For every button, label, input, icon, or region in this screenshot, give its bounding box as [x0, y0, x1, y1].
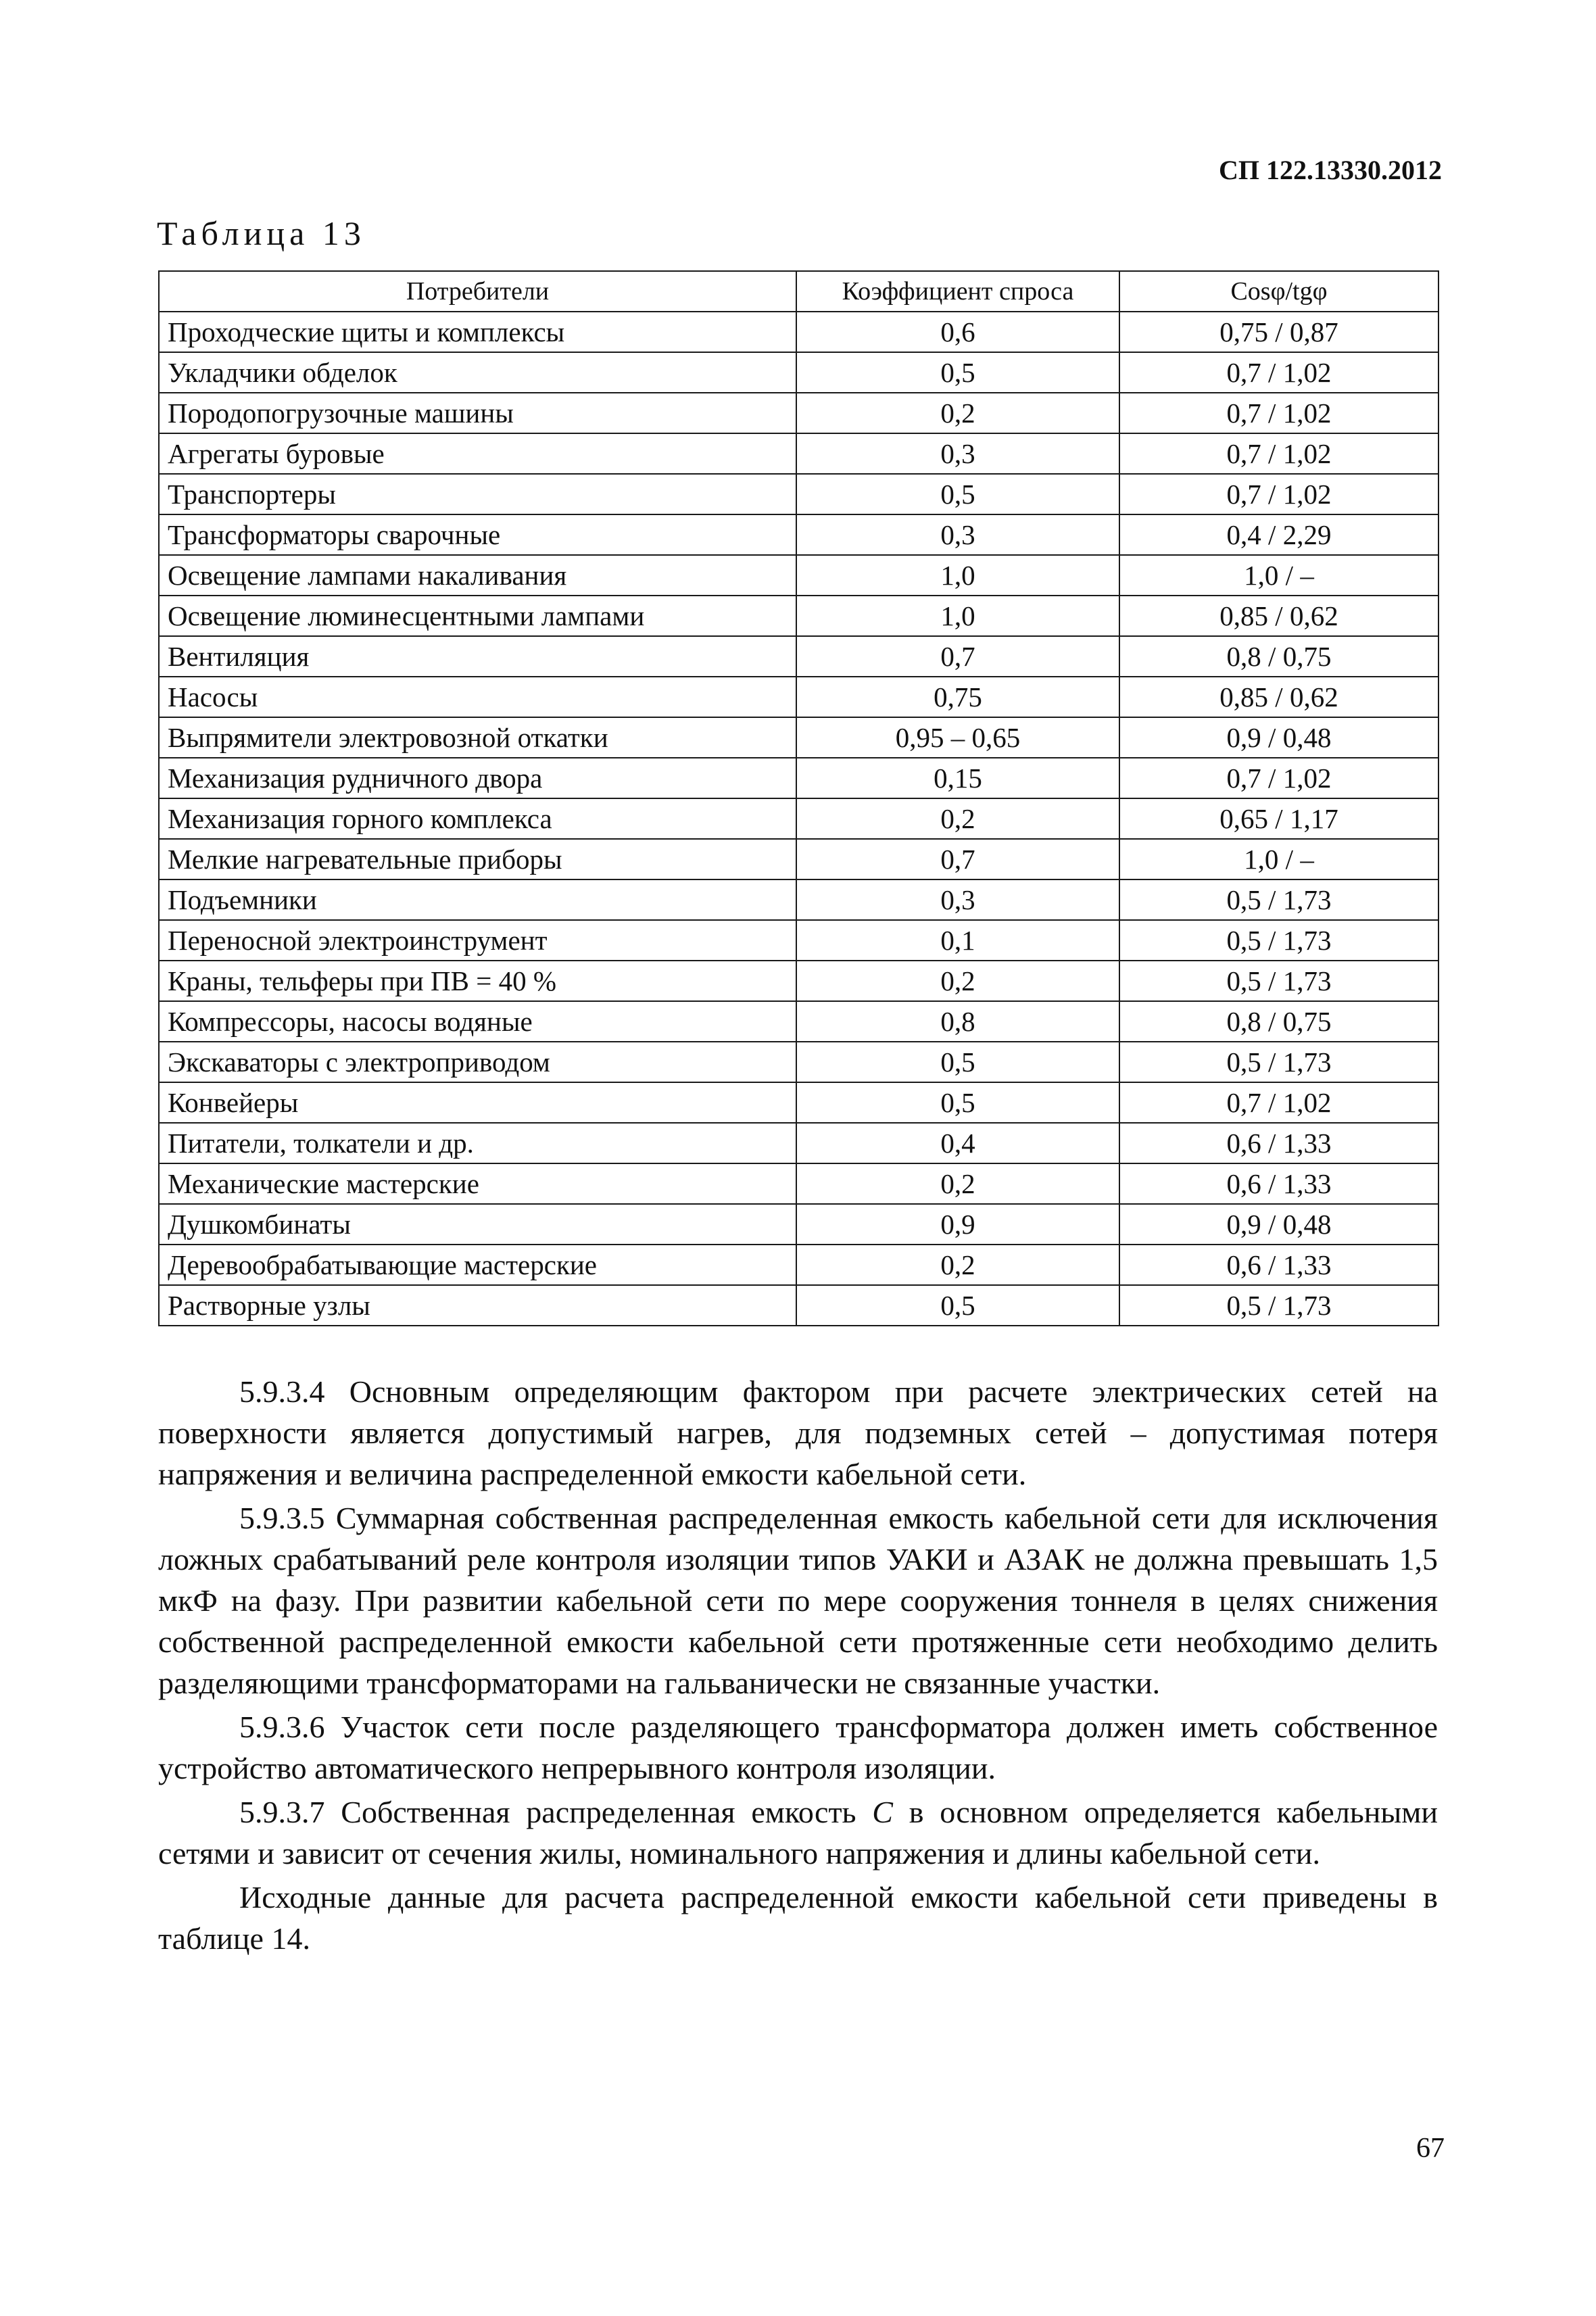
table-row [159, 474, 1438, 514]
demand-coefficient-cell: 0,3 [796, 879, 1119, 920]
cos-tg-cell: 0,7 / 1,02 [1119, 758, 1438, 798]
table-row [159, 433, 1438, 474]
paragraph-5-9-3-7-start: 5.9.3.7 Собственная распределенная емкость [239, 1795, 856, 1829]
demand-coefficient-cell: 0,1 [796, 920, 1119, 961]
column-header-consumers: Потребители [159, 271, 796, 312]
page-number: 67 [1416, 2133, 1445, 2164]
cos-tg-cell: 0,7 / 1,02 [1119, 352, 1438, 393]
demand-coefficient-cell: 0,5 [796, 1042, 1119, 1082]
demand-coefficient-cell: 0,8 [796, 1001, 1119, 1042]
cos-tg-cell: 0,5 / 1,73 [1119, 1042, 1438, 1082]
consumer-cell: Укладчики обделок [159, 352, 796, 393]
consumer-cell: Выпрямители электровозной откатки [159, 717, 796, 758]
demand-coefficient-cell: 0,5 [796, 1285, 1119, 1326]
table-row [159, 920, 1438, 961]
demand-coefficient-cell: 1,0 [796, 596, 1119, 636]
cos-tg-cell: 0,7 / 1,02 [1119, 433, 1438, 474]
table-row [159, 717, 1438, 758]
cos-tg-cell: 0,7 / 1,02 [1119, 474, 1438, 514]
consumer-cell: Компрессоры, насосы водяные [159, 1001, 796, 1042]
table-row [159, 393, 1438, 433]
capacitance-symbol: С [872, 1795, 893, 1829]
paragraph-5-9-3-7-end: в основном определяется кабельными сетями и зависит от сечения жилы, номинального напряжения и длины кабельной сети. [158, 1795, 1438, 1871]
table-row [159, 961, 1438, 1001]
consumer-cell: Питатели, толкатели и др. [159, 1123, 796, 1163]
table-row [159, 1001, 1438, 1042]
table-row [159, 596, 1438, 636]
table-row [159, 798, 1438, 839]
cos-tg-cell: 1,0 / – [1119, 839, 1438, 879]
consumer-cell: Мелкие нагревательные приборы [159, 839, 796, 879]
demand-coefficient-cell: 0,4 [796, 1123, 1119, 1163]
consumer-cell: Освещение лампами накаливания [159, 555, 796, 596]
table-row [159, 636, 1438, 677]
cos-tg-cell: 0,7 / 1,02 [1119, 393, 1438, 433]
demand-coefficient-cell: 0,5 [796, 474, 1119, 514]
cos-tg-cell: 0,9 / 0,48 [1119, 717, 1438, 758]
cos-tg-cell: 0,6 / 1,33 [1119, 1163, 1438, 1204]
cos-tg-cell: 0,8 / 0,75 [1119, 1001, 1438, 1042]
cos-tg-cell: 0,6 / 1,33 [1119, 1245, 1438, 1285]
demand-coefficient-cell: 0,3 [796, 433, 1119, 474]
paragraph-5-9-3-5: 5.9.3.5 Суммарная собственная распределенная емкость кабельной сети для исключения ложных срабатываний реле контроля изоляции типов УАКИ и АЗАК не должна превышать 1,5 мкФ на фазу. При развитии кабельной сети по мере сооружения тоннеля в целях снижения собственной распределенной емкости кабельной сети протяженные сети необходимо делить разделяющими трансформаторами на гальванически не связанные участки. [158, 1501, 1438, 1700]
consumer-cell: Трансформаторы сварочные [159, 514, 796, 555]
demand-coefficient-cell: 0,2 [796, 1163, 1119, 1204]
demand-coefficient-cell: 1,0 [796, 555, 1119, 596]
consumer-cell: Деревообрабатывающие мастерские [159, 1245, 796, 1285]
cos-tg-cell: 1,0 / – [1119, 555, 1438, 596]
demand-coefficient-cell: 0,2 [796, 798, 1119, 839]
table-title: Таблица 13 [157, 214, 366, 252]
consumer-cell: Растворные узлы [159, 1285, 796, 1326]
demand-coefficient-cell: 0,3 [796, 514, 1119, 555]
consumer-cell: Конвейеры [159, 1082, 796, 1123]
cos-tg-cell: 0,4 / 2,29 [1119, 514, 1438, 555]
cos-tg-cell: 0,65 / 1,17 [1119, 798, 1438, 839]
table-row [159, 1042, 1438, 1082]
demand-coefficient-cell: 0,2 [796, 1245, 1119, 1285]
table-body [159, 312, 1438, 1326]
column-header-cos-tg: Cosφ/tgφ [1119, 271, 1438, 312]
demand-coefficient-table [158, 270, 1439, 1326]
cos-tg-cell: 0,75 / 0,87 [1119, 312, 1438, 352]
demand-coefficient-cell: 0,5 [796, 1082, 1119, 1123]
consumer-cell: Насосы [159, 677, 796, 717]
paragraph-5-9-3-4: 5.9.3.4 Основным определяющим фактором при расчете электрических сетей на поверхности является допустимый нагрев, для подземных сетей – допустимая потеря напряжения и величина распределенной емкости кабельной сети. [158, 1374, 1438, 1491]
consumer-cell: Проходческие щиты и комплексы [159, 312, 796, 352]
cos-tg-cell: 0,5 / 1,73 [1119, 961, 1438, 1001]
paragraph-5-9-3-6: 5.9.3.6 Участок сети после разделяющего трансформатора должен иметь собственное устройство автоматического непрерывного контроля изоляции. [158, 1710, 1438, 1785]
cos-tg-cell: 0,7 / 1,02 [1119, 1082, 1438, 1123]
table-row [159, 677, 1438, 717]
table-row [159, 514, 1438, 555]
demand-coefficient-cell: 0,7 [796, 636, 1119, 677]
consumer-cell: Вентиляция [159, 636, 796, 677]
cos-tg-cell: 0,85 / 0,62 [1119, 596, 1438, 636]
consumer-cell: Агрегаты буровые [159, 433, 796, 474]
consumer-cell: Переносной электроинструмент [159, 920, 796, 961]
column-header-demand-coefficient: Коэффициент спроса [796, 271, 1119, 312]
table-row [159, 1245, 1438, 1285]
table-row [159, 352, 1438, 393]
demand-coefficient-cell: 0,2 [796, 393, 1119, 433]
paragraph-5-9-3-7 [158, 1791, 1438, 1874]
cos-tg-cell: 0,9 / 0,48 [1119, 1204, 1438, 1245]
body-text [158, 1371, 1438, 1962]
table-row [159, 1163, 1438, 1204]
paragraph-table-reference: Исходные данные для расчета распределенной емкости кабельной сети приведены в таблице 14. [158, 1880, 1438, 1956]
cos-tg-cell: 0,6 / 1,33 [1119, 1123, 1438, 1163]
consumer-cell: Освещение люминесцентными лампами [159, 596, 796, 636]
consumer-cell: Породопогрузочные машины [159, 393, 796, 433]
table-row [159, 758, 1438, 798]
consumer-cell: Подъемники [159, 879, 796, 920]
demand-coefficient-cell: 0,95 – 0,65 [796, 717, 1119, 758]
consumer-cell: Транспортеры [159, 474, 796, 514]
cos-tg-cell: 0,5 / 1,73 [1119, 879, 1438, 920]
demand-coefficient-cell: 0,2 [796, 961, 1119, 1001]
consumer-cell: Душкомбинаты [159, 1204, 796, 1245]
cos-tg-cell: 0,85 / 0,62 [1119, 677, 1438, 717]
demand-coefficient-cell: 0,6 [796, 312, 1119, 352]
table-row [159, 1204, 1438, 1245]
table-row [159, 1123, 1438, 1163]
table-row [159, 1082, 1438, 1123]
consumer-cell: Механизация рудничного двора [159, 758, 796, 798]
table-row [159, 555, 1438, 596]
consumer-cell: Экскаваторы с электроприводом [159, 1042, 796, 1082]
demand-coefficient-cell: 0,7 [796, 839, 1119, 879]
table-row [159, 1285, 1438, 1326]
cos-tg-cell: 0,5 / 1,73 [1119, 1285, 1438, 1326]
cos-tg-cell: 0,5 / 1,73 [1119, 920, 1438, 961]
consumer-cell: Механизация горного комплекса [159, 798, 796, 839]
table-row [159, 879, 1438, 920]
table-row [159, 312, 1438, 352]
cos-tg-cell: 0,8 / 0,75 [1119, 636, 1438, 677]
demand-coefficient-cell: 0,75 [796, 677, 1119, 717]
consumer-cell: Краны, тельферы при ПВ = 40 % [159, 961, 796, 1001]
demand-coefficient-cell: 0,9 [796, 1204, 1119, 1245]
document-code: СП 122.13330.2012 [1219, 155, 1442, 185]
demand-coefficient-cell: 0,5 [796, 352, 1119, 393]
table-header-row [159, 271, 1438, 312]
table-row [159, 839, 1438, 879]
consumer-cell: Механические мастерские [159, 1163, 796, 1204]
demand-coefficient-cell: 0,15 [796, 758, 1119, 798]
